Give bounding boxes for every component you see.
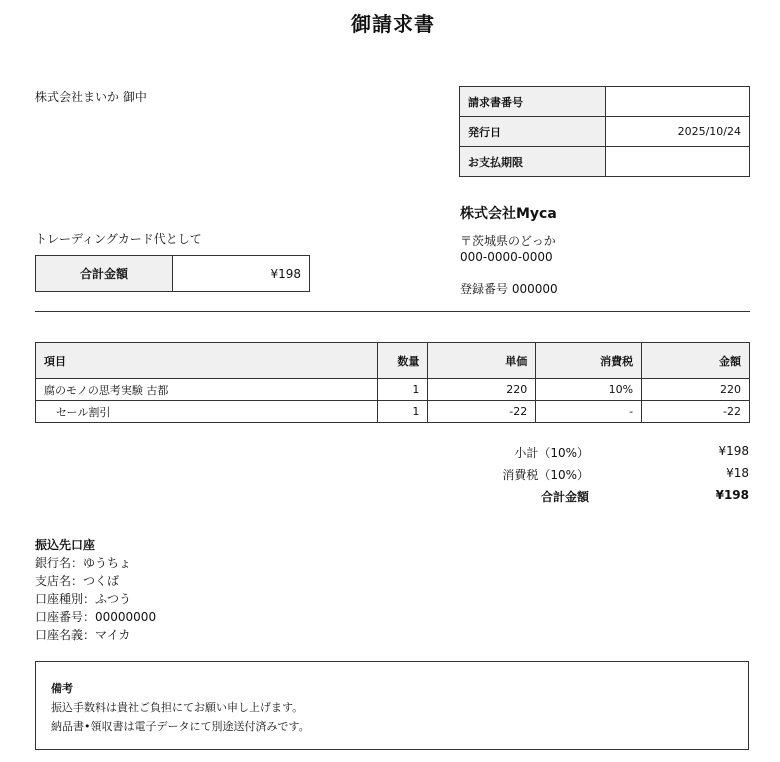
cell-amount: -22 <box>642 401 750 423</box>
table-row <box>36 379 750 401</box>
issuer-tel: 000-0000-0000 <box>460 250 553 264</box>
recipient-name: 株式会社まいか 御中 <box>35 90 147 104</box>
header-tax: 消費税 <box>536 343 642 379</box>
summary-tax-value: ¥18 <box>726 466 749 480</box>
cell-item: セール割引 <box>36 401 378 423</box>
summary-total-label: 合計金額 <box>540 490 589 504</box>
cell-amount: 220 <box>642 379 750 401</box>
cell-item: 腐のモノの思考実験 古都 <box>36 379 378 401</box>
cell-qty: 1 <box>378 401 428 423</box>
header-item: 項目 <box>36 343 378 379</box>
notes-box <box>35 661 749 750</box>
bank-branch: 支店名：つくば <box>35 574 120 588</box>
cell-unit-price: -22 <box>428 401 536 423</box>
info-row-issue-date <box>460 117 750 147</box>
total-amount-label: 合計金額 <box>36 256 173 292</box>
cell-tax: 10% <box>536 379 642 401</box>
bank-info <box>35 536 156 644</box>
notes-line: 振込手数料は貴社ご負担にてお願い申し上げます。 <box>51 701 304 714</box>
header-qty: 数量 <box>378 343 428 379</box>
info-label: 発行日 <box>460 117 606 147</box>
notes-title: 備考 <box>51 682 73 695</box>
items-table <box>35 342 750 423</box>
invoice-purpose: トレーディングカード代として <box>35 232 202 246</box>
header-amount: 金額 <box>642 343 750 379</box>
summary-tax-label: 消費税（10%） <box>502 468 589 482</box>
bank-account-type: 口座種別：ふつう <box>35 592 132 606</box>
items-header-row <box>36 343 750 379</box>
issuer-name: 株式会社Myca <box>460 206 557 222</box>
invoice-info-table <box>459 86 750 177</box>
divider <box>35 311 750 312</box>
bank-account-number: 口座番号：00000000 <box>35 610 157 624</box>
cell-unit-price: 220 <box>428 379 536 401</box>
notes-line: 納品書•領収書は電子データにて別途送付済みです。 <box>51 720 310 733</box>
bank-account-holder: 口座名義：マイカ <box>35 628 131 642</box>
table-row <box>36 401 750 423</box>
total-amount-value: ¥198 <box>173 256 310 292</box>
total-amount-box <box>35 255 310 292</box>
summary-tax <box>440 466 750 484</box>
info-value <box>606 147 750 177</box>
summary-subtotal <box>440 444 750 462</box>
summary-total <box>440 488 750 506</box>
cell-qty: 1 <box>378 379 428 401</box>
info-label: お支払期限 <box>460 147 606 177</box>
summary-total-value: ¥198 <box>715 488 749 502</box>
summary-subtotal-value: ¥198 <box>718 444 749 458</box>
info-value <box>606 87 750 117</box>
header-unit-price: 単価 <box>428 343 536 379</box>
info-row-due-date <box>460 147 750 177</box>
info-value: 2025/10/24 <box>606 117 750 147</box>
issuer-registration: 登録番号 000000 <box>460 282 558 296</box>
info-label: 請求書番号 <box>460 87 606 117</box>
info-row-invoice-number <box>460 87 750 117</box>
bank-name: 銀行名：ゆうちょ <box>35 556 132 570</box>
bank-title: 振込先口座 <box>35 538 96 552</box>
summary-subtotal-label: 小計（10%） <box>514 446 589 460</box>
document-title: 御請求書 <box>351 12 435 36</box>
issuer-address: 〒茨城県のどっか <box>460 234 556 248</box>
cell-tax: - <box>536 401 642 423</box>
